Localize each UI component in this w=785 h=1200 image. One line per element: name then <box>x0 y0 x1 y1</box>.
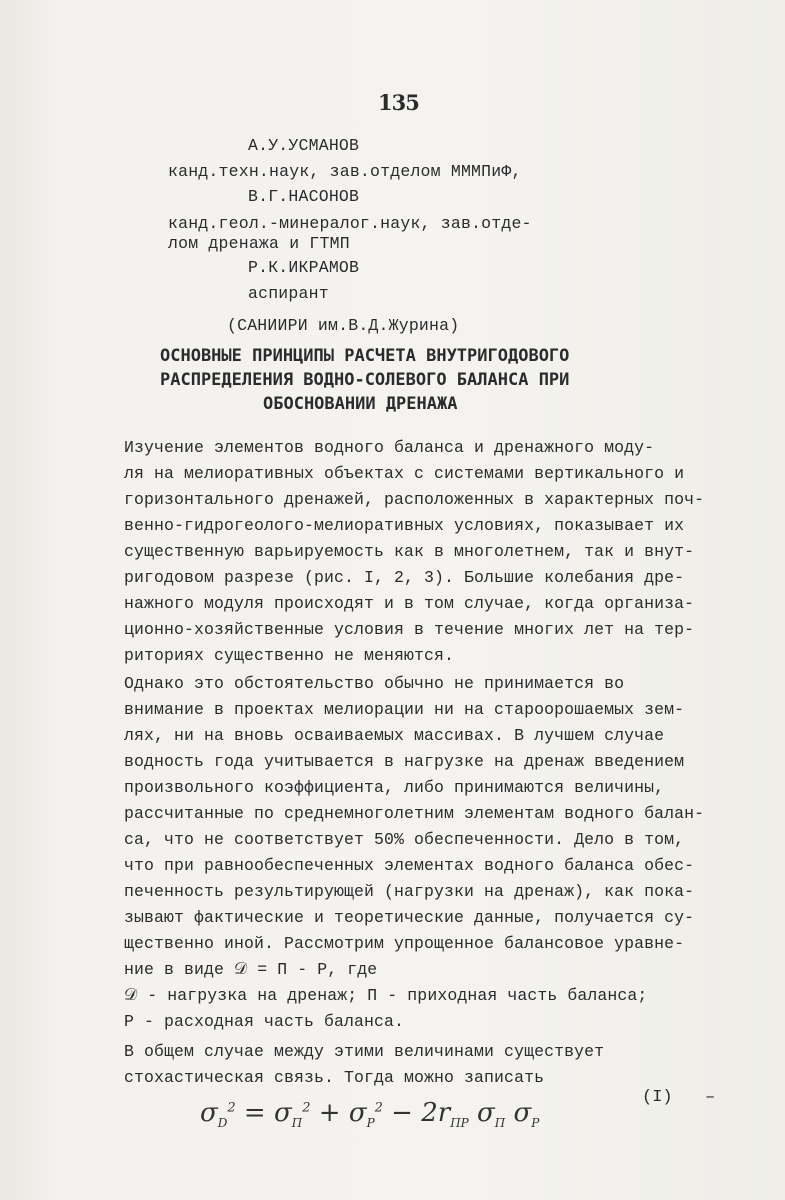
formula-lhs: σ <box>200 1098 218 1128</box>
author-position: канд.техн.наук, зав.отделом МММПиФ, <box>168 162 522 181</box>
paragraph-line: 𝒟 - нагрузка на дренаж; П - приходная часть баланса; <box>124 986 648 1005</box>
paragraph-line: горизонтального дренажей, расположенных в характерных поч- <box>124 490 705 509</box>
formula-number: (I) <box>642 1088 673 1107</box>
formula-term-sub: П <box>291 1116 303 1131</box>
paragraph-line: водность года учитывается в нагрузке на дренаж введением <box>124 752 685 771</box>
formula-lhs-sub: D <box>217 1116 228 1131</box>
formula-equals: = <box>235 1098 274 1128</box>
paragraph-line: стохастическая связь. Тогда можно записать <box>124 1068 545 1087</box>
paragraph-line: зывают фактические и теоретические данные, получается су- <box>124 908 695 927</box>
paragraph-line: нажного модуля происходят и в том случае, когда организа- <box>124 594 695 613</box>
paragraph-line: са, что не соответствует 50% обеспеченности. Дело в том, <box>124 830 685 849</box>
paragraph-line: лях, ни на вновь осваиваемых массивах. В лучшем случае <box>124 726 665 745</box>
formula-square: 2 <box>374 1100 383 1116</box>
formula-term-sub: Р <box>366 1116 375 1131</box>
formula-term-sub: П <box>494 1116 506 1131</box>
paragraph-line: В общем случае между этими величинами существует <box>124 1042 605 1061</box>
formula-square: 2 <box>227 1100 236 1116</box>
paragraph-line: ние в виде 𝒟 = П - Р, где <box>124 960 378 979</box>
paragraph-line: внимание в проектах мелиорации ни на староорошаемых зем- <box>124 700 685 719</box>
article-title-line: РАСПРЕДЕЛЕНИЯ ВОДНО-СОЛЕВОГО БАЛАНСА ПРИ <box>160 370 570 390</box>
paragraph-line: рассчитанные по среднемноголетним элементам водного балан- <box>124 804 705 823</box>
paragraph-line: щественно иной. Рассмотрим упрощенное балансовое уравне- <box>124 934 685 953</box>
institution: (САНИИРИ им.В.Д.Журина) <box>227 316 460 335</box>
paragraph-line: существенную варьируемость как в многолетнем, так и внут- <box>124 542 695 561</box>
paragraph-line: ригодовом разрезе (рис. I, 2, 3). Большие колебания дре- <box>124 568 685 587</box>
formula-plus: + <box>310 1098 349 1128</box>
paragraph-line: Р - расходная часть баланса. <box>124 1012 405 1031</box>
formula-term: σ <box>505 1098 532 1128</box>
paragraph-line: Однако это обстоятельство обычно не принимается во <box>124 674 625 693</box>
formula-correlation-sub: ПР <box>450 1116 469 1131</box>
paragraph-line: венно-гидрогеолого-мелиоративных условиях, показывает их <box>124 516 685 535</box>
formula-term: σ <box>273 1098 292 1128</box>
formula-term: σ <box>348 1098 367 1128</box>
paragraph-line: ля на мелиоративных объектах с системами вертикального и <box>124 464 685 483</box>
paragraph-line: печенность результирующей (нагрузки на дренаж), как пока- <box>124 882 695 901</box>
formula-correlation: r <box>437 1098 451 1128</box>
variance-formula <box>200 1098 539 1130</box>
author-name: Р.К.ИКРАМОВ <box>248 258 360 277</box>
page-number: 135 <box>378 90 419 115</box>
author-position: лом дренажа и ГТМП <box>168 234 350 253</box>
paragraph-line: ционно-хозяйственные условия в течение многих лет на тер- <box>124 620 695 639</box>
paragraph-line: Изучение элементов водного баланса и дренажного моду- <box>124 438 655 457</box>
author-position: аспирант <box>248 284 329 303</box>
author-position: канд.геол.-минералог.наук, зав.отде- <box>168 214 532 233</box>
trailing-dash: – <box>705 1088 716 1107</box>
article-title-line: ОБОСНОВАНИИ ДРЕНАЖА <box>263 394 458 414</box>
paragraph-line: риториях существенно не меняются. <box>124 646 455 665</box>
formula-minus: − 2 <box>382 1098 438 1128</box>
paragraph-line: произвольного коэффициента, либо принимаются величины, <box>124 778 665 797</box>
author-name: А.У.УСМАНОВ <box>248 136 360 155</box>
article-title-line: ОСНОВНЫЕ ПРИНЦИПЫ РАСЧЕТА ВНУТРИГОДОВОГО <box>160 346 570 366</box>
formula-term: σ <box>468 1098 495 1128</box>
formula-term-sub: Р <box>531 1116 540 1131</box>
formula-square: 2 <box>302 1100 311 1116</box>
author-name: В.Г.НАСОНОВ <box>248 187 360 206</box>
paragraph-line: что при равнообеспеченных элементах водного баланса обес- <box>124 856 695 875</box>
